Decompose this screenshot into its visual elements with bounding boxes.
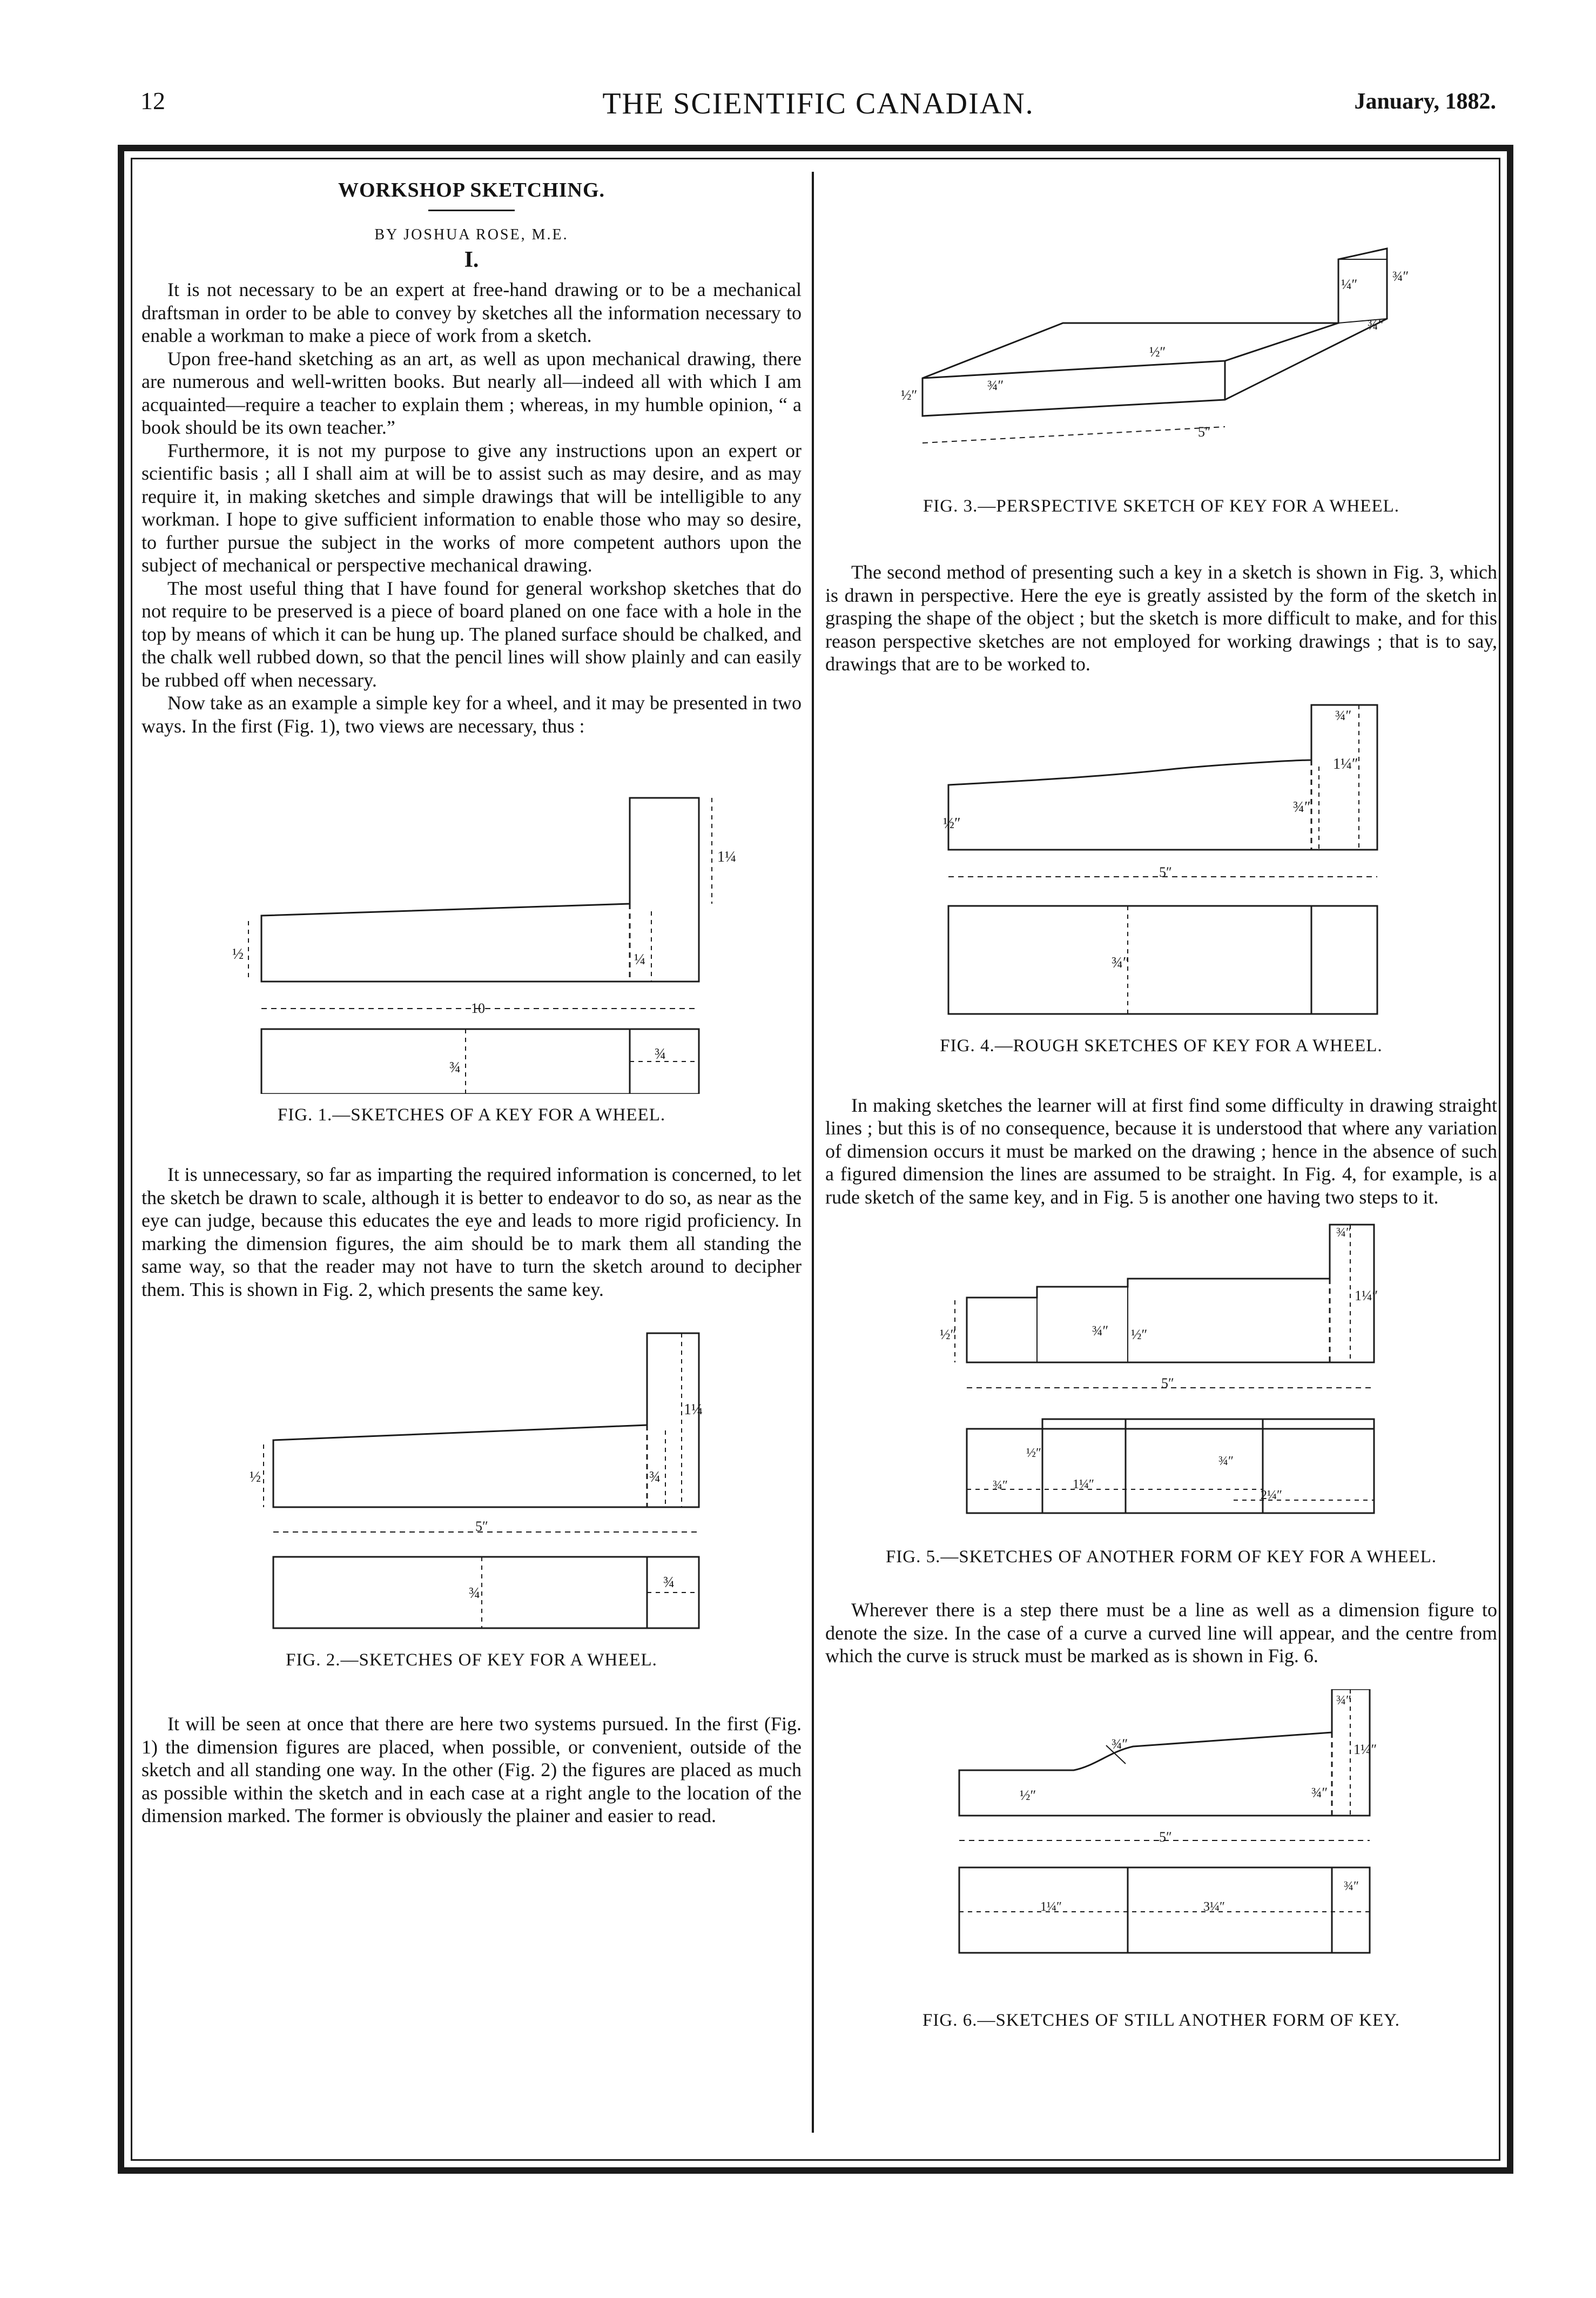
dim-head-depth: ¾″: [1368, 317, 1384, 333]
dim-width: ¾: [469, 1585, 480, 1602]
page-number: 12: [140, 87, 165, 115]
paragraph: Wherever there is a step there must be a line as well as a dimension figure to denote the size. In the case of a curve a curved line will appear, and the centre from which the curve is struck must be marked as is shown in Fig. 6.: [825, 1599, 1497, 1667]
dim-head-width: ¾: [655, 1046, 666, 1063]
dim-side: ½″: [1131, 1327, 1148, 1342]
dim-thick: ½″: [940, 1327, 957, 1342]
dim-total: 5″: [1198, 424, 1211, 440]
dim-total: 5″: [1159, 1829, 1172, 1845]
paragraph: It will be seen at once that there are here two systems pursued. In the first (Fig. 1) the dimension figures are placed, when possible, or convenient, outside of the sketch and all standing one way. In the other (Fig. 2) the figures are placed as much as possible within the sketch and in each case at a right angle to the location of the dimension marked. The former is obviously the plainer and easier to read.: [142, 1713, 802, 1826]
dim-head: 1¼: [717, 849, 736, 865]
dim-head-height: ¼″: [1341, 277, 1358, 292]
dim-side: ¾″: [1293, 798, 1311, 816]
dim-length-2: 2¼″: [1261, 1488, 1282, 1502]
figure-3-drawing: [825, 221, 1497, 486]
dim-thick: ½″: [943, 815, 961, 832]
figure-4: [825, 704, 1497, 1056]
dim-total: 5″: [1161, 1375, 1174, 1391]
left-column: [142, 178, 802, 1827]
figure-3: [825, 221, 1497, 516]
figure-6: [825, 1689, 1497, 2031]
issue-date: January, 1882.: [1354, 89, 1496, 114]
dim-head: 1¼″: [1333, 755, 1358, 772]
dim-width: ¾: [449, 1059, 461, 1076]
key-side-view: [261, 798, 699, 982]
dim-head: 1¼: [684, 1401, 703, 1418]
dim-width: ¾″: [1112, 954, 1129, 971]
figure-2-caption: FIG. 2.—SKETCHES OF KEY FOR A WHEEL.: [286, 1650, 657, 1670]
dim-length-2: 3¼″: [1203, 1899, 1225, 1914]
dim-head: 1¼″: [1353, 1741, 1377, 1757]
dim-thick: ½″: [1020, 1787, 1036, 1803]
paragraph: Upon free-hand sketching as an art, as well as upon mechanical drawing, there are numerous and well-written books. But nearly all—indeed all with which I am acquainted—require a teacher to explain them ; whereas, in my humble opinion, “ a book should be its own teacher.”: [142, 347, 802, 438]
key-top-view-step: [1042, 1419, 1374, 1513]
dim-side: ¼: [634, 951, 645, 968]
figure-4-caption: FIG. 4.—ROUGH SKETCHES OF KEY FOR A WHEEL.: [940, 1036, 1383, 1056]
dim-thick: ½: [232, 946, 244, 963]
dim-step: ¾″: [1092, 1323, 1109, 1339]
article-byline: BY JOSHUA ROSE, M.E.: [374, 226, 569, 243]
paragraph: Now take as an example a simple key for a wheel, and it may be presented in two ways. In the first (Fig. 1), two views are necessary, thus :: [142, 692, 802, 737]
dim-total: 5″: [1159, 864, 1172, 880]
column-rule: [812, 172, 814, 2133]
page-header: [140, 86, 1496, 130]
dim-thick: ½: [250, 1469, 261, 1486]
dim-width-1: ¾″: [993, 1479, 1008, 1493]
figure-2: [142, 1317, 802, 1670]
part-numeral: I.: [464, 247, 479, 272]
paragraph: The most useful thing that I have found for general workshop sketches that do not require to be preserved is a piece of board planed on one face with a hole in the top by means of which it can be hung up. The planed surface should be chalked, and the chalk well rubbed down, so that the pencil lines will show plainly and can easily be rubbed off when necessary.: [142, 577, 802, 691]
key-top-view: [959, 1867, 1370, 1953]
dim-side: ½″: [1149, 344, 1166, 360]
dim-total: 10: [471, 1000, 485, 1016]
paragraph: In making sketches the learner will at first find some difficulty in drawing straight lines ; but this is of no consequence, because it is understood that where any variation of dimension occurs it must be marked on the drawing ; hence in the absence of such a figured dimension the lines are assumed to be straight. In Fig. 4, for example, is a rude sketch of the same key, and in Fig. 5 is another one having two steps to it.: [825, 1094, 1497, 1208]
heading-rule: [428, 210, 515, 211]
paragraph: Furthermore, it is not my purpose to give any instructions upon an expert or scientific basis ; all I shall aim at will be to assist such as may desire, and as may require it, in making sketches and simple drawings that will be intelligible to any workman. I hope to give sufficient information to enable those who may so desire, to further pursue the subject in the works of more competent authors upon the subject of mechanical or perspective mechanical drawing.: [142, 439, 802, 576]
dim-head-width: ¾″: [1336, 1226, 1351, 1240]
dim-width: ¾″: [1344, 1879, 1359, 1893]
article-heading: WORKSHOP SKETCHING.: [338, 179, 605, 201]
key-side-view: [273, 1333, 699, 1507]
dim-length-1: 1¼″: [1040, 1899, 1062, 1914]
figure-5-caption: FIG. 5.—SKETCHES OF ANOTHER FORM OF KEY FOR A WHEEL.: [885, 1547, 1437, 1567]
key-side-view: [967, 1225, 1374, 1362]
right-column: [825, 178, 1497, 2031]
dim-side: ¾″: [1311, 1784, 1328, 1800]
figure-1: [142, 759, 802, 1125]
paragraph: The second method of presenting such a key in a sketch is shown in Fig. 3, which is drawn in perspective. Here the eye is greatly assisted by the form of the sketch in grasping the shape of the object ; but the sketch is more difficult to make, and for this reason perspective sketches are not employed for working drawings ; that is to say, drawings that are to be worked to.: [825, 561, 1497, 675]
dim-width-3: ¾″: [1218, 1454, 1234, 1468]
figure-1-drawing: [142, 759, 802, 1094]
dim-width: ¾″: [987, 378, 1004, 393]
figure-4-drawing: [825, 704, 1497, 1028]
figure-5: [825, 1219, 1497, 1567]
figure-5-drawing: [825, 1219, 1497, 1543]
dim-side: ¾: [649, 1469, 661, 1486]
figure-1-caption: FIG. 1.—SKETCHES OF A KEY FOR A WHEEL.: [277, 1105, 666, 1125]
paragraph: It is not necessary to be an expert at free-hand drawing or to be a mechanical draftsman in order to be able to convey by sketches all the information necessary to enable a workman to make a piece of work from a sketch.: [142, 279, 802, 346]
dim-curve: ¾″: [1112, 1736, 1128, 1752]
dim-head-width: ¾″: [1392, 268, 1409, 284]
dim-length-1: 1¼″: [1073, 1477, 1094, 1491]
figure-6-drawing: [825, 1689, 1497, 1992]
dim-head-width: ¾″: [1335, 707, 1352, 723]
figure-2-drawing: [142, 1317, 802, 1647]
paragraph: It is unnecessary, so far as imparting the required information is concerned, to let the sketch be drawn to scale, although it is better to endeavor to do so, as near as the eye can judge, because this educates the eye and leads to more rigid proficiency. In marking the dimension figures, the aim should be to mark them all standing the same way, so that the reader may not have to turn the sketch around to decipher them. This is shown in Fig. 2, which presents the same key.: [142, 1164, 802, 1300]
publication-title: THE SCIENTIFIC CANADIAN.: [602, 87, 1034, 120]
dim-width-2: ½″: [1026, 1446, 1041, 1460]
dim-head-width: ¾″: [1336, 1693, 1351, 1708]
figure-6-caption: FIG. 6.—SKETCHES OF STILL ANOTHER FORM OF KEY.: [922, 2010, 1400, 2030]
dim-total: 5″: [475, 1518, 488, 1534]
key-top-view: [948, 906, 1377, 1014]
dim-head: 1¼″: [1355, 1288, 1378, 1303]
figure-3-caption: FIG. 3.—PERSPECTIVE SKETCH OF KEY FOR A WHEEL.: [922, 496, 1400, 516]
key-top-view: [273, 1557, 699, 1628]
dim-thick: ½″: [901, 387, 918, 403]
key-side-view: [948, 705, 1377, 850]
dim-head-width: ¾: [663, 1574, 675, 1591]
